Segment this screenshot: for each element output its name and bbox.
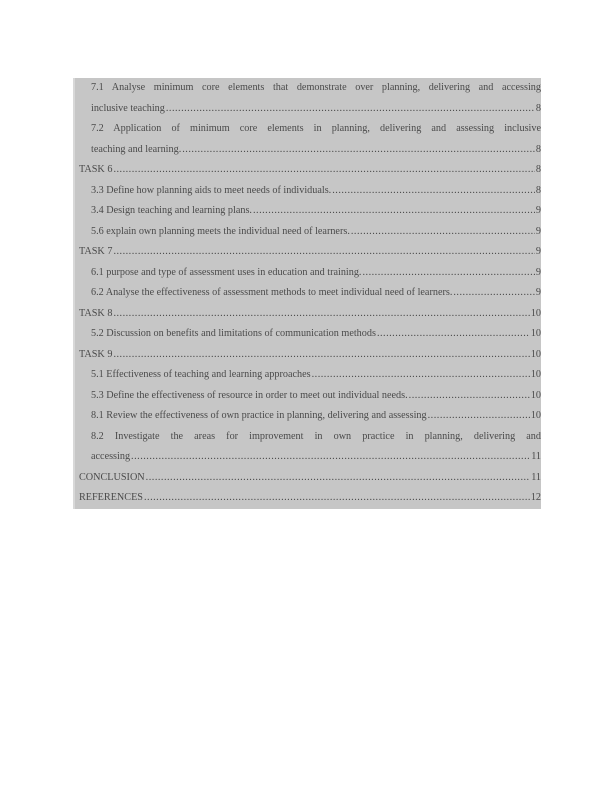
toc-page-number: 9	[535, 205, 541, 216]
toc-entry-label: inclusive teaching	[91, 102, 165, 114]
dot-leader	[146, 471, 531, 485]
toc-entry-label: 8.1 Review the effectiveness of own practice in planning, delivering and assessing	[91, 410, 427, 421]
toc-entry-label: 7.1 Analyse minimum core elements that demonstrate over planning, delivering and accessing	[91, 82, 541, 93]
toc-entry[interactable]	[75, 102, 541, 116]
toc-page-number: 10	[530, 307, 541, 319]
toc-page-number: 9	[535, 225, 541, 237]
toc-entry-text-line	[75, 430, 541, 444]
toc-entry[interactable]	[75, 368, 541, 382]
toc-entry-label: TASK 7	[79, 246, 113, 257]
toc-page-number: 10	[530, 348, 541, 360]
toc-entry-text-line	[75, 81, 541, 95]
toc-entry-label: TASK 8	[79, 307, 113, 319]
toc-entry-label: 5.1 Effectiveness of teaching and learning approaches	[91, 369, 311, 380]
toc-entry[interactable]	[75, 163, 541, 177]
dot-leader	[428, 409, 530, 423]
toc-entry[interactable]	[75, 327, 541, 341]
dot-leader	[312, 368, 530, 382]
toc-entry[interactable]	[75, 204, 541, 218]
toc-page-number: 8	[535, 164, 541, 175]
toc-page-number: 10	[530, 328, 541, 339]
toc-page-number: 11	[531, 471, 541, 483]
dot-leader	[113, 307, 529, 321]
toc-entry-label: 3.3 Define how planning aids to meet needs of individuals.	[91, 184, 332, 196]
toc-entry[interactable]	[75, 409, 541, 423]
toc-entry[interactable]	[75, 184, 541, 198]
toc-entry-label: 8.2 Investigate the areas for improvement in own practice in planning, delivering and	[91, 430, 541, 442]
toc-entry[interactable]	[75, 286, 541, 300]
toc-entry-label: accessing	[91, 451, 131, 462]
toc-page-number: 10	[530, 389, 541, 401]
toc-entry-label: TASK 9	[79, 348, 113, 360]
toc-page-number: 8	[535, 143, 541, 155]
toc-entry[interactable]	[75, 450, 541, 464]
toc-page-number: 10	[530, 369, 541, 380]
dot-leader	[113, 245, 534, 259]
toc-entry-label: 6.1 purpose and type of assessment uses in education and training.	[91, 266, 362, 278]
toc-entry-label: 5.3 Define the effectiveness of resource in order to meet out individual needs.	[91, 389, 408, 401]
dot-leader	[351, 225, 535, 239]
toc-page-number: 9	[535, 287, 541, 298]
toc-entry[interactable]	[75, 245, 541, 259]
toc-entry-label: REFERENCES	[79, 492, 143, 503]
toc-entry[interactable]	[75, 266, 541, 280]
dot-leader	[253, 204, 535, 218]
toc-entry[interactable]	[75, 348, 541, 362]
toc-entry-text-line	[75, 122, 541, 136]
toc-entry[interactable]	[75, 389, 541, 403]
toc-page-number: 8	[535, 184, 541, 196]
toc-entry-label: 3.4 Design teaching and learning plans.	[91, 205, 252, 216]
toc-page-number: 10	[530, 410, 541, 421]
toc-entry[interactable]	[75, 143, 541, 157]
dot-leader	[377, 327, 530, 341]
toc-page-number: 9	[535, 266, 541, 278]
table-of-contents	[73, 78, 541, 509]
toc-entry[interactable]	[75, 225, 541, 239]
toc-entry-label: 5.2 Discussion on benefits and limitations of communication methods	[91, 328, 376, 339]
toc-entry-label: TASK 6	[79, 164, 113, 175]
toc-entry-label: 7.2 Application of minimum core elements in planning, delivering and assessing inclusive	[91, 123, 541, 134]
toc-entry-label: 5.6 explain own planning meets the individual need of learners.	[91, 225, 350, 237]
toc-page-number: 8	[535, 102, 541, 114]
dot-leader	[144, 491, 530, 505]
dot-leader	[332, 184, 535, 198]
dot-leader	[166, 102, 535, 116]
dot-leader	[182, 143, 535, 157]
toc-entry[interactable]	[75, 471, 541, 485]
toc-entry-label: 6.2 Analyse the effectiveness of assessment methods to meet individual need of learners.	[91, 287, 453, 298]
dot-leader	[453, 286, 535, 300]
dot-leader	[113, 163, 534, 177]
toc-page-number: 9	[535, 246, 541, 257]
dot-leader	[362, 266, 534, 280]
toc-entry[interactable]	[75, 491, 541, 505]
toc-page-number: 12	[530, 492, 541, 503]
toc-page-number: 11	[531, 451, 541, 462]
dot-leader	[113, 348, 529, 362]
dot-leader	[131, 450, 530, 464]
toc-entry-label: CONCLUSION	[79, 471, 145, 483]
toc-entry[interactable]	[75, 307, 541, 321]
toc-entry-label: teaching and learning.	[91, 143, 182, 155]
dot-leader	[409, 389, 530, 403]
